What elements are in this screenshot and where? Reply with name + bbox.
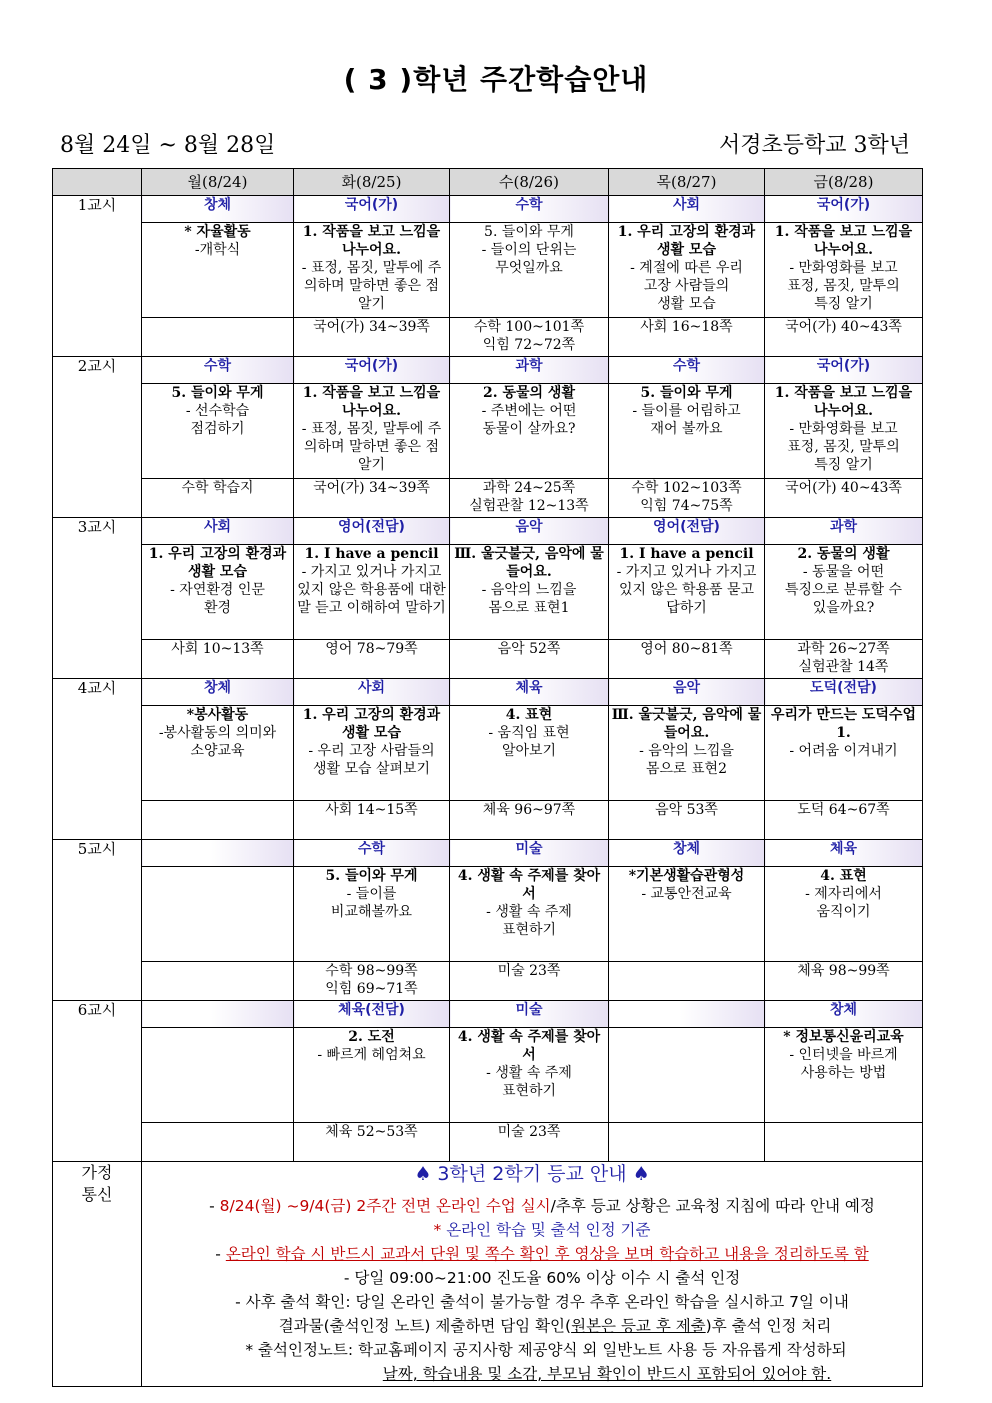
subject-cell: 미술 [450, 1001, 609, 1028]
lesson-unit: 1. 작품을 보고 느낌을 나누어요. [302, 224, 441, 258]
subject-cell: 국어(가) [294, 196, 450, 223]
lesson-content-cell [609, 1028, 765, 1123]
content-row [53, 545, 923, 640]
lesson-unit: Ⅲ. 울긋불긋, 음악에 물들어요. [611, 707, 762, 741]
subject-cell: 창체 [765, 1001, 923, 1028]
home-label-text: 가정 통신 [81, 1163, 113, 1204]
lesson-content-cell [450, 223, 609, 318]
lesson-unit: 1. 우리 고장의 환경과 생활 모습 [302, 707, 441, 741]
lesson-detail: - 빠르게 헤엄쳐요 [317, 1047, 426, 1063]
lesson-unit: 1. 우리 고장의 환경과 생활 모습 [148, 546, 287, 580]
content-row [53, 1028, 923, 1123]
notice-title: ♠ 3학년 2학기 등교 안내 ♠ [414, 1163, 650, 1185]
lesson-unit: 2. 동물의 생활 [483, 385, 575, 401]
lesson-unit: 1. I have a pencil [619, 546, 754, 562]
lesson-content-cell [609, 867, 765, 962]
lesson-unit: * 정보통신윤리교육 [783, 1029, 904, 1045]
lesson-detail: - 우리 고장 사람들의 생활 모습 살펴보기 [308, 743, 435, 777]
subject-cell: 창체 [609, 840, 765, 867]
lesson-unit: *봉사활동 [186, 707, 249, 723]
subject-cell: 과학 [765, 518, 923, 545]
home-notice-row [53, 1162, 923, 1387]
content-row [53, 867, 923, 962]
textbook-page-cell: 국어(가) 34~39쪽 [294, 479, 450, 518]
page-row [53, 1123, 923, 1162]
content-row [53, 706, 923, 801]
lesson-detail: - 표정, 몸짓, 말투에 주의하며 말하면 좋은 점 알기 [301, 260, 442, 312]
page-title: ( 3 )학년 주간학습안내 [343, 63, 649, 96]
subject-row [53, 518, 923, 545]
lesson-unit: 5. 들이와 무게 [640, 385, 733, 401]
lesson-unit: 1. 작품을 보고 느낌을 나누어요. [774, 385, 913, 419]
page-row [53, 962, 923, 1001]
textbook-page-cell [765, 1123, 923, 1162]
subject-cell: 체육 [450, 679, 609, 706]
notice-line: - 8/24(월) ~9/4(금) 2주간 전면 온라인 수업 실시/추후 등교 상황은 교육청 지침에 따라 안내 예정 [209, 1197, 875, 1215]
lesson-detail: - 선수학습 점검하기 [185, 403, 250, 437]
lesson-content-cell [142, 706, 294, 801]
lesson-detail: - 들이를 비교해볼까요 [330, 886, 413, 920]
period-label: 3교시 [53, 518, 142, 679]
subject-cell: 사회 [294, 679, 450, 706]
page-row [53, 640, 923, 679]
period-label: 5교시 [53, 840, 142, 1001]
subject-cell: 국어(가) [294, 357, 450, 384]
lesson-detail: - 인터넷을 바르게 사용하는 방법 [789, 1047, 898, 1081]
lesson-content-cell [450, 706, 609, 801]
lesson-content-cell [450, 384, 609, 479]
home-notice-content [142, 1162, 923, 1387]
lesson-unit: 4. 생활 속 주제를 찾아서 [457, 868, 601, 902]
lesson-detail: - 동물을 어떤 특징으로 분류할 수 있을까요? [784, 564, 903, 616]
lesson-unit: 2. 도전 [348, 1029, 395, 1045]
lesson-unit: 2. 동물의 생활 [797, 546, 890, 562]
textbook-page-cell: 사회 14~15쪽 [294, 801, 450, 840]
weekly-schedule-table [52, 168, 923, 1387]
subject-row [53, 1001, 923, 1028]
textbook-page-cell [609, 1123, 765, 1162]
lesson-detail: - 들이를 어림하고 재어 볼까요 [632, 403, 741, 437]
lesson-detail: - 어려움 이겨내기 [789, 743, 898, 759]
textbook-page-cell [142, 318, 294, 357]
lesson-content-cell [142, 384, 294, 479]
lesson-detail: - 주변에는 어떤 동물이 살까요? [481, 403, 577, 437]
lesson-content-cell [765, 223, 923, 318]
lesson-content-cell [142, 223, 294, 318]
lesson-unit: 1. 작품을 보고 느낌을 나누어요. [774, 224, 913, 258]
header-corner [53, 169, 142, 196]
lesson-detail: - 자연환경 인문 환경 [170, 582, 265, 616]
textbook-page-cell: 수학 98~99쪽 익힘 69~71쪽 [294, 962, 450, 1001]
subject-cell: 수학 [142, 357, 294, 384]
subject-cell: 과학 [450, 357, 609, 384]
textbook-page-cell: 음악 52쪽 [450, 640, 609, 679]
lesson-detail: - 교통안전교육 [641, 886, 732, 902]
lesson-detail: - 가지고 있거나 가지고 있지 않은 학용품 묻고 답하기 [616, 564, 757, 616]
subject-cell: 영어(전담) [609, 518, 765, 545]
home-notice-label [53, 1162, 142, 1387]
lesson-content-cell [294, 223, 450, 318]
subject-cell: 음악 [609, 679, 765, 706]
lesson-detail: - 음악의 느낌을 몸으로 표현1 [481, 582, 577, 616]
lesson-content-cell [294, 384, 450, 479]
textbook-page-cell: 체육 96~97쪽 [450, 801, 609, 840]
subject-cell: 사회 [609, 196, 765, 223]
textbook-page-cell: 과학 26~27쪽 실험관찰 14쪽 [765, 640, 923, 679]
subject-cell: 미술 [450, 840, 609, 867]
lesson-unit: 5. 들이와 무게 [171, 385, 264, 401]
subject-cell: 체육(전담) [294, 1001, 450, 1028]
subject-cell: 도덕(전담) [765, 679, 923, 706]
subject-cell: 국어(가) [765, 196, 923, 223]
notice-line: - 당일 09:00~21:00 진도율 60% 이상 이수 시 출석 인정 [343, 1269, 741, 1287]
textbook-page-cell: 영어 78~79쪽 [294, 640, 450, 679]
lesson-content-cell [765, 1028, 923, 1123]
lesson-content-cell [142, 545, 294, 640]
period-label: 4교시 [53, 679, 142, 840]
textbook-page-cell: 사회 10~13쪽 [142, 640, 294, 679]
day-header: 금(8/28) [765, 169, 923, 196]
subject-cell [142, 840, 294, 867]
subject-cell: 영어(전담) [294, 518, 450, 545]
subject-cell: 국어(가) [765, 357, 923, 384]
subject-row [53, 357, 923, 384]
lesson-unit: 1. 작품을 보고 느낌을 나누어요. [302, 385, 441, 419]
subject-row [53, 679, 923, 706]
textbook-page-cell [609, 962, 765, 1001]
lesson-content-cell [609, 223, 765, 318]
schedule-body [53, 196, 923, 1162]
notice-line: 날짜, 학습내용 및 소감, 부모님 확인이 반드시 포함되어 있어야 함. [382, 1365, 832, 1383]
textbook-page-cell: 사회 16~18쪽 [609, 318, 765, 357]
textbook-page-cell: 미술 23쪽 [450, 962, 609, 1001]
lesson-content-cell [450, 545, 609, 640]
lesson-detail: - 표정, 몸짓, 말투에 주의하며 말하면 좋은 점 알기 [301, 421, 442, 473]
textbook-page-cell: 체육 98~99쪽 [765, 962, 923, 1001]
lesson-content-cell [450, 867, 609, 962]
lesson-detail: - 가지고 있거나 가지고 있지 않은 학용품에 대한 말 듣고 이해하여 말하기 [297, 564, 446, 616]
textbook-page-cell [142, 1123, 294, 1162]
subject-row [53, 196, 923, 223]
lesson-content-cell [609, 706, 765, 801]
lesson-content-cell [765, 867, 923, 962]
textbook-page-cell: 수학 102~103쪽 익힘 74~75쪽 [609, 479, 765, 518]
lesson-unit: 우리가 만드는 도덕수업 1. [771, 707, 916, 741]
subject-cell: 체육 [765, 840, 923, 867]
notice-line: - 사후 출석 확인: 당일 온라인 출석이 불가능할 경우 추후 온라인 학습을 실시하고 7일 이내 [235, 1293, 849, 1311]
notice-line: 결과물(출석인정 노트) 제출하면 담임 확인(원본은 등교 후 제출)후 출석 인정 처리 [278, 1317, 832, 1335]
notice-highlight: 온라인 학습 시 반드시 교과서 단원 및 쪽수 확인 후 영상을 보며 학습하고 내용을 정리하도록 함 [225, 1245, 869, 1263]
lesson-unit: 4. 생활 속 주제를 찾아서 [457, 1029, 601, 1063]
textbook-page-cell: 체육 52~53쪽 [294, 1123, 450, 1162]
page-row [53, 318, 923, 357]
lesson-unit: * 자율활동 [184, 224, 251, 240]
subject-cell: 수학 [294, 840, 450, 867]
lesson-unit: 4. 표현 [505, 707, 553, 723]
subject-cell [142, 1001, 294, 1028]
textbook-page-cell: 국어(가) 34~39쪽 [294, 318, 450, 357]
lesson-detail: - 움직임 표현 알아보기 [488, 725, 570, 759]
lesson-content-cell [765, 545, 923, 640]
day-header: 수(8/26) [450, 169, 609, 196]
lesson-unit: 5. 들이와 무게 [325, 868, 418, 884]
lesson-detail: - 음악의 느낌을 몸으로 표현2 [639, 743, 734, 777]
lesson-content-cell [294, 867, 450, 962]
lesson-content-cell [294, 545, 450, 640]
school-name: 서경초등학교 3학년 [718, 133, 910, 158]
content-row [53, 384, 923, 479]
lesson-detail: - 만화영화를 보고 표정, 몸짓, 말투의 특징 알기 [787, 260, 900, 312]
textbook-page-cell: 국어(가) 40~43쪽 [765, 318, 923, 357]
textbook-page-cell: 미술 23쪽 [450, 1123, 609, 1162]
page-row [53, 479, 923, 518]
lesson-unit: Ⅲ. 울긋불긋, 음악에 물들어요. [454, 546, 604, 580]
lesson-content-cell [765, 384, 923, 479]
textbook-page-cell: 수학 학습지 [142, 479, 294, 518]
lesson-unit: *기본생활습관형성 [628, 868, 745, 884]
lesson-detail: - 생활 속 주제 표현하기 [486, 904, 572, 938]
notice-line: - 온라인 학습 시 반드시 교과서 단원 및 쪽수 확인 후 영상을 보며 학습하고 내용을 정리하도록 함 [215, 1245, 869, 1263]
lesson-unit: 1. I have a pencil [304, 546, 439, 562]
notice-highlight: 8/24(월) ~9/4(금) 2주간 전면 온라인 수업 실시 [219, 1197, 551, 1215]
day-header: 화(8/25) [294, 169, 450, 196]
subject-cell: 사회 [142, 518, 294, 545]
subject-cell: 창체 [142, 196, 294, 223]
lesson-content-cell [294, 1028, 450, 1123]
textbook-page-cell: 과학 24~25쪽 실험관찰 12~13쪽 [450, 479, 609, 518]
subject-cell: 수학 [609, 357, 765, 384]
lesson-content-cell [294, 706, 450, 801]
lesson-unit: 1. 우리 고장의 환경과 생활 모습 [617, 224, 756, 258]
textbook-page-cell: 국어(가) 40~43쪽 [765, 479, 923, 518]
date-range: 8월 24일 ~ 8월 28일 [60, 133, 276, 158]
period-label: 1교시 [53, 196, 142, 357]
period-label: 6교시 [53, 1001, 142, 1162]
subject-cell: 음악 [450, 518, 609, 545]
lesson-content-cell [142, 1028, 294, 1123]
content-row [53, 223, 923, 318]
textbook-page-cell [142, 962, 294, 1001]
subject-cell: 창체 [142, 679, 294, 706]
textbook-page-cell [142, 801, 294, 840]
notice-line: * 온라인 학습 및 출석 인정 기준 [433, 1221, 651, 1239]
day-header-row [53, 169, 923, 196]
lesson-content-cell [609, 384, 765, 479]
lesson-unit: 4. 표현 [820, 868, 867, 884]
lesson-content-cell [142, 867, 294, 962]
textbook-page-cell: 도덕 64~67쪽 [765, 801, 923, 840]
lesson-content-cell [450, 1028, 609, 1123]
lesson-detail: - 만화영화를 보고 표정, 몸짓, 말투의 특징 알기 [787, 421, 900, 473]
page-row [53, 801, 923, 840]
day-header: 목(8/27) [609, 169, 765, 196]
subject-cell: 수학 [450, 196, 609, 223]
lesson-detail: - 제자리에서 움직이기 [805, 886, 882, 920]
textbook-page-cell: 영어 80~81쪽 [609, 640, 765, 679]
lesson-content-cell [765, 706, 923, 801]
period-label: 2교시 [53, 357, 142, 518]
lesson-detail: - 생활 속 주제 표현하기 [486, 1065, 572, 1099]
lesson-detail: - 계절에 따른 우리 고장 사람들의 생활 모습 [630, 260, 743, 312]
day-header: 월(8/24) [142, 169, 294, 196]
textbook-page-cell: 음악 53쪽 [609, 801, 765, 840]
lesson-detail: -개학식 [194, 242, 241, 258]
lesson-detail: 5. 들이와 무게 - 들이의 단위는 무엇일까요 [481, 224, 577, 276]
subject-cell [609, 1001, 765, 1028]
lesson-detail: -봉사활동의 의미와 소양교육 [158, 725, 277, 759]
textbook-page-cell: 수학 100~101쪽 익힘 72~72쪽 [450, 318, 609, 357]
lesson-content-cell [609, 545, 765, 640]
notice-line: * 출석인정노트: 학교홈페이지 공지사항 제공양식 외 일반노트 사용 등 자유롭게 작성하되 [245, 1341, 847, 1359]
subject-row [53, 840, 923, 867]
